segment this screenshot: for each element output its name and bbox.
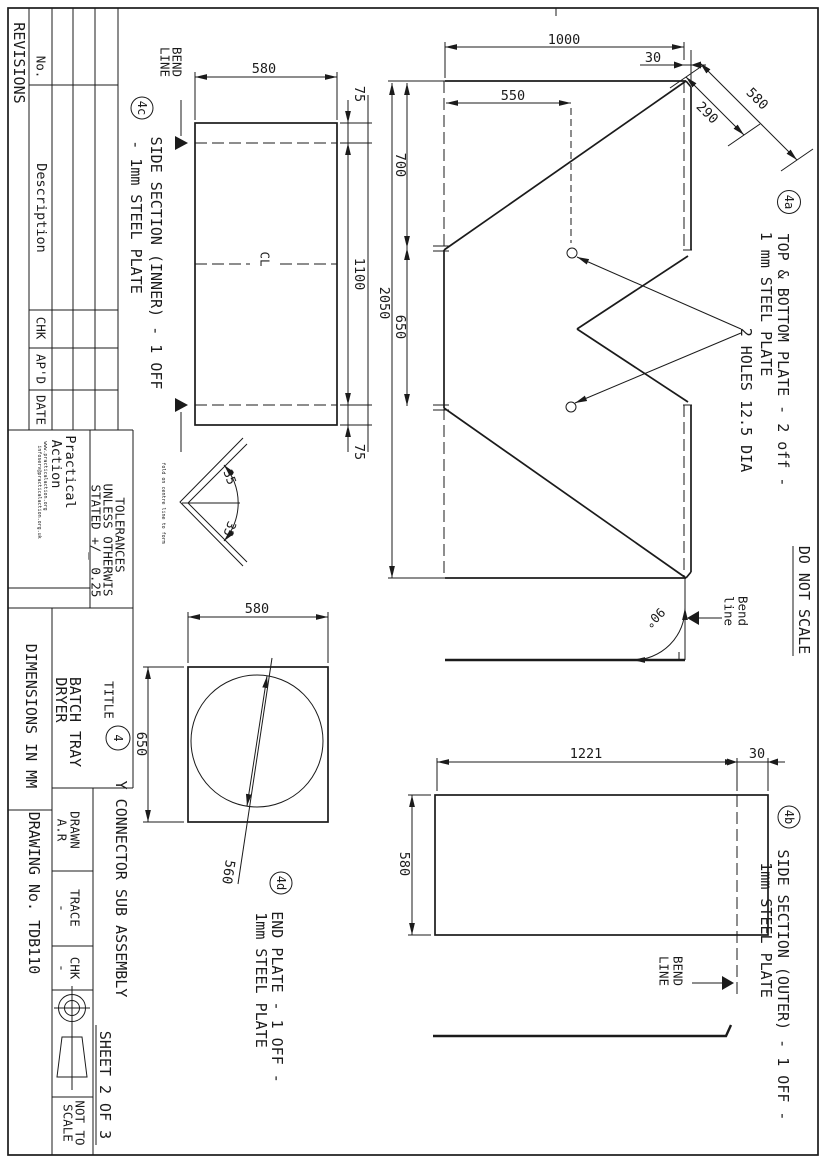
balloon-4a-text: 4a bbox=[782, 194, 796, 210]
balloon-4b-text: 4b bbox=[782, 809, 796, 825]
label-4b-line1: SIDE SECTION (OUTER) - 1 OFF - bbox=[774, 849, 792, 1121]
label-4d-line1: END PLATE - 1 OFF - bbox=[268, 911, 286, 1083]
logo-email: infoserv@practicalaction.org.uk bbox=[36, 445, 42, 539]
tolerances-line1: TOLERANCES bbox=[112, 497, 128, 573]
drawing-number: DRAWING No. TDB110 bbox=[25, 811, 43, 975]
hole-upper bbox=[567, 248, 577, 258]
bend-marker-outer bbox=[722, 976, 734, 990]
do-not-scale-text: DO NOT SCALE bbox=[795, 545, 813, 655]
dim-30: 30 bbox=[644, 50, 662, 66]
diameter-line bbox=[238, 658, 272, 884]
dim-75-top: 75 bbox=[351, 85, 367, 103]
dim-580: 580 bbox=[251, 61, 277, 77]
drawn-value: A.R bbox=[54, 818, 70, 842]
dim-2050: 2050 bbox=[376, 286, 392, 320]
fold-note-text: fold on centre line to form bbox=[160, 462, 166, 544]
revisions-col-description: Description bbox=[33, 163, 49, 253]
dim-1100: 1100 bbox=[351, 257, 367, 291]
hole-lower bbox=[566, 402, 576, 412]
bend-word1: BEND bbox=[169, 46, 185, 78]
notch-upper-arm bbox=[577, 256, 688, 329]
fold-note-symbol bbox=[160, 438, 247, 566]
end-plate-outline bbox=[188, 667, 328, 822]
dim-550: 550 bbox=[500, 88, 526, 104]
bend-label-word1: Bend bbox=[735, 595, 751, 627]
logo-line2: Action bbox=[48, 439, 64, 489]
angle-35-lower: 35 bbox=[220, 519, 240, 539]
trace-value: - bbox=[54, 904, 70, 912]
label-4a-line2: 1 mm STEEL PLATE bbox=[757, 231, 775, 377]
revisions-col-apd: AP'D bbox=[33, 353, 49, 385]
bend-outer-word1: BEND bbox=[670, 955, 686, 987]
dim-line-290 bbox=[686, 77, 744, 135]
bend-marker-90 bbox=[687, 611, 699, 625]
tolerances-line2: UNLESS OTHERWIS bbox=[100, 483, 116, 597]
view-side-section-inner bbox=[127, 47, 372, 460]
dim-1221: 1221 bbox=[569, 746, 603, 762]
logo-line1: Practical bbox=[62, 435, 78, 509]
title-value-line2: DRYER bbox=[52, 677, 70, 723]
outer-plate-outline bbox=[435, 795, 768, 935]
view-side-section-outer bbox=[396, 746, 800, 1120]
scale-note-line2: SCALE bbox=[60, 1104, 76, 1142]
dim-580-outer: 580 bbox=[396, 851, 412, 877]
dim-650-end: 650 bbox=[133, 731, 149, 757]
dim-30-outer: 30 bbox=[748, 746, 766, 762]
notch-lower-arm bbox=[577, 329, 688, 402]
bend-label-word2: line bbox=[721, 595, 737, 627]
holes-note: 2 HOLES 12.5 DIA bbox=[737, 327, 755, 473]
chk-label: CHK bbox=[67, 956, 83, 980]
projection-symbol-icon bbox=[54, 986, 90, 1090]
view-top-bottom-plate bbox=[376, 32, 813, 660]
dim-580-end: 580 bbox=[244, 601, 270, 617]
revisions-col-chk: CHK bbox=[33, 316, 49, 340]
revisions-title: REVISIONS bbox=[10, 22, 28, 104]
assembly-label bbox=[106, 726, 130, 997]
balloon-4d-text: 4d bbox=[274, 875, 288, 891]
angle-90: 90° bbox=[641, 604, 669, 632]
assembly-name: Y CONNECTOR SUB ASSEMBLY bbox=[112, 780, 130, 998]
do-not-scale-note bbox=[793, 546, 813, 656]
dimensions-note: DIMENSIONS IN MM bbox=[22, 643, 40, 789]
title-value-line1: BATCH TRAY bbox=[66, 676, 84, 768]
dim-560: 560 bbox=[218, 858, 238, 886]
label-4b-line2: 1mm STEEL PLATE bbox=[757, 862, 775, 998]
balloon-4c-text: 4c bbox=[135, 100, 149, 116]
dim-75-bottom: 75 bbox=[351, 443, 367, 461]
lower-diagonal-edge bbox=[444, 408, 686, 578]
bend-marker-bottom bbox=[175, 398, 188, 412]
trace-label: TRACE bbox=[67, 889, 83, 927]
hole-leader-upper bbox=[577, 257, 741, 329]
dim-580-diag: 580 bbox=[742, 84, 772, 114]
angle-35-upper: 35 bbox=[220, 467, 240, 487]
label-4c-line2: - 1mm STEEL PLATE bbox=[127, 140, 145, 294]
tolerances-line3: STATED +/_ 0.25 bbox=[88, 484, 104, 598]
title-label: TITLE bbox=[101, 681, 117, 719]
dim-650: 650 bbox=[392, 314, 408, 340]
dim-290: 290 bbox=[692, 98, 722, 128]
revisions-col-no: No. bbox=[33, 55, 49, 79]
centre-line-label: CL bbox=[257, 251, 273, 267]
label-4d-line2: 1mm STEEL PLATE bbox=[252, 912, 270, 1048]
dim-700: 700 bbox=[392, 152, 408, 178]
revisions-col-date: DATE bbox=[33, 394, 49, 426]
upper-diagonal-edge bbox=[444, 81, 686, 250]
drawn-label: DRAWN bbox=[67, 811, 83, 849]
bend-word2: LINE bbox=[157, 46, 173, 78]
bend-marker-top bbox=[175, 136, 188, 150]
bent-flange bbox=[433, 1025, 731, 1036]
label-4c-line1: SIDE SECTION (INNER) - 1 OFF bbox=[147, 136, 165, 390]
chk-value: - bbox=[54, 964, 70, 972]
scale-note-line1: NOT TO bbox=[72, 1100, 88, 1146]
logo-url: www.practicalaction.org bbox=[42, 441, 48, 511]
assembly-balloon-text: 4 bbox=[111, 734, 125, 742]
label-4a-line1: TOP & BOTTOM PLATE - 2 off - bbox=[774, 233, 792, 487]
sheet-number-text: SHEET 2 OF 3 bbox=[96, 1030, 114, 1140]
view-end-plate bbox=[133, 601, 328, 1083]
sheet-number bbox=[96, 1025, 114, 1145]
dim-1000: 1000 bbox=[547, 32, 581, 48]
bend-outer-word2: LINE bbox=[656, 955, 672, 987]
plate-outline bbox=[195, 123, 337, 425]
